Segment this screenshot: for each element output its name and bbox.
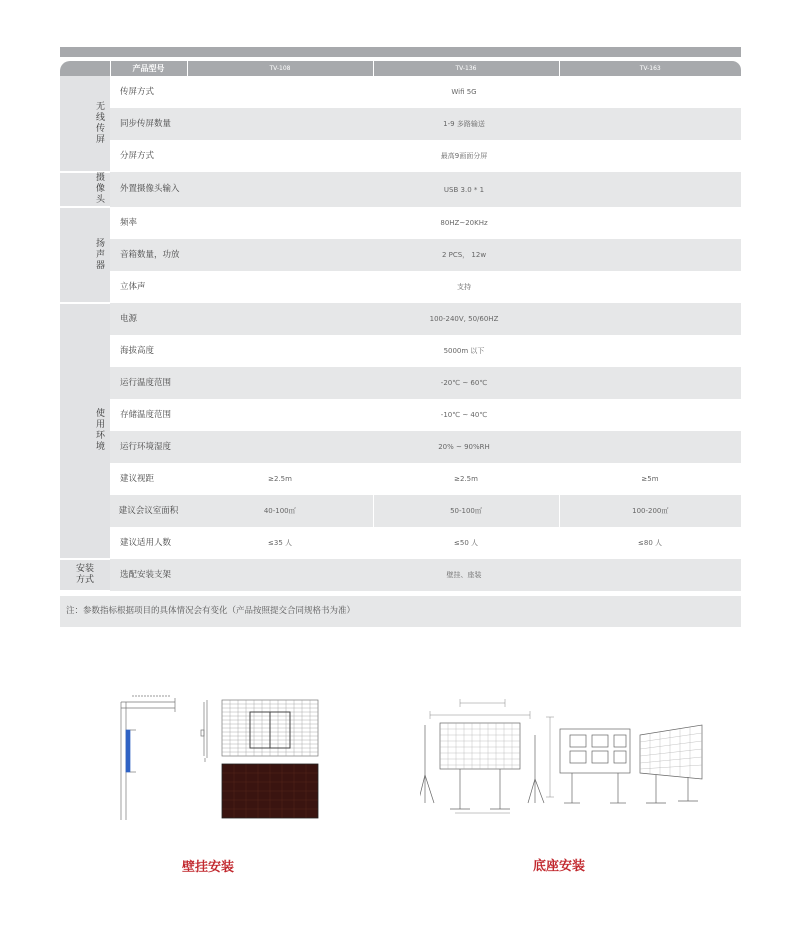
- table-row: [60, 303, 741, 335]
- row-label: 传屏方式: [120, 86, 155, 97]
- category-speaker: 扬 声 器: [60, 207, 110, 303]
- stand-mount-caption: 底座安装: [533, 859, 586, 874]
- header-model-3: TV-163: [559, 61, 741, 76]
- row-value-model-2: ≤50 人: [454, 539, 478, 547]
- row-value: 支持: [457, 283, 471, 291]
- row-value-model-1: 40-100㎡: [187, 495, 373, 527]
- row-value: 100-240V, 50/60HZ: [187, 303, 741, 335]
- row-label: 建议适用人数: [120, 537, 172, 548]
- row-value-model-3: ≤80 人: [638, 539, 662, 547]
- row-value: 最高9画面分屏: [440, 152, 488, 160]
- row-value-model-1: ≤35 人: [268, 539, 292, 547]
- footnote: 注：参数指标根据项目的具体情况会有变化（产品按照提交合同规格书为准）: [60, 596, 741, 627]
- row-label: 选配安装支架: [110, 559, 187, 591]
- table-row: [60, 559, 741, 591]
- row-value: Wifi 5G: [451, 88, 477, 96]
- table-row: [60, 271, 741, 303]
- row-value-model-2: ≥2.5m: [454, 475, 478, 483]
- table-row: [60, 108, 741, 140]
- top-gray-bar: [60, 47, 741, 57]
- row-label: 电源: [110, 303, 187, 335]
- stand-mount-drawing: [420, 695, 710, 820]
- header-blank-cell: [60, 61, 110, 76]
- row-label: 同步传屏数量: [110, 108, 187, 140]
- header-model-label: 产品型号: [110, 61, 187, 76]
- table-row: [60, 495, 741, 527]
- row-value-model-2: 50-100㎡: [373, 495, 559, 527]
- row-label: 分屏方式: [120, 150, 155, 161]
- header-model-2: TV-136: [373, 61, 559, 76]
- row-label: 存储温度范围: [120, 409, 172, 420]
- row-label: 建议会议室面积: [110, 495, 187, 527]
- row-value-model-3: ≥5m: [641, 475, 659, 483]
- row-value: 壁挂、座装: [187, 559, 741, 591]
- table-row: [60, 172, 741, 207]
- spec-header-row: [60, 61, 741, 76]
- row-value: 80HZ~20KHz: [440, 219, 488, 227]
- table-row: [60, 399, 741, 431]
- table-row: [60, 527, 741, 559]
- table-row: [60, 431, 741, 463]
- category-environment: 使 用 环 境: [60, 303, 110, 559]
- table-row: [60, 239, 741, 271]
- row-value: 2 PCS， 12w: [187, 239, 741, 271]
- row-value-model-3: 100-200㎡: [559, 495, 741, 527]
- category-camera: 摄 像 头: [60, 172, 110, 207]
- table-row: [60, 463, 741, 495]
- wall-mount-caption: 壁挂安装: [182, 860, 235, 875]
- header-model-1: TV-108: [187, 61, 373, 76]
- row-value: -10℃ ~ 40℃: [440, 411, 488, 419]
- row-label: 音箱数量，功放: [110, 239, 187, 271]
- category-installation: 安装 方式: [60, 559, 110, 591]
- row-label: 外置摄像头输入: [110, 172, 187, 207]
- category-wireless: 无 线 传 屏: [60, 76, 110, 172]
- table-row: [60, 367, 741, 399]
- row-label: 运行环境湿度: [110, 431, 187, 463]
- row-value: 20% ~ 90%RH: [187, 431, 741, 463]
- row-label: 海拔高度: [120, 345, 155, 356]
- row-value: USB 3.0 * 1: [187, 172, 741, 207]
- table-row: [60, 335, 741, 367]
- row-label: 立体声: [120, 281, 146, 292]
- row-value-model-1: ≥2.5m: [268, 475, 292, 483]
- row-value: 5000m 以下: [443, 347, 485, 355]
- row-label: 建议视距: [120, 473, 155, 484]
- row-value: 1-9 多路输送: [187, 108, 741, 140]
- row-value: -20℃ ~ 60℃: [187, 367, 741, 399]
- table-row: [60, 207, 741, 239]
- table-row: [60, 140, 741, 172]
- table-row: [60, 76, 741, 108]
- row-label: 运行温度范围: [110, 367, 187, 399]
- wall-mount-drawing: [110, 690, 330, 825]
- row-label: 频率: [120, 217, 138, 228]
- spec-table: [60, 61, 741, 592]
